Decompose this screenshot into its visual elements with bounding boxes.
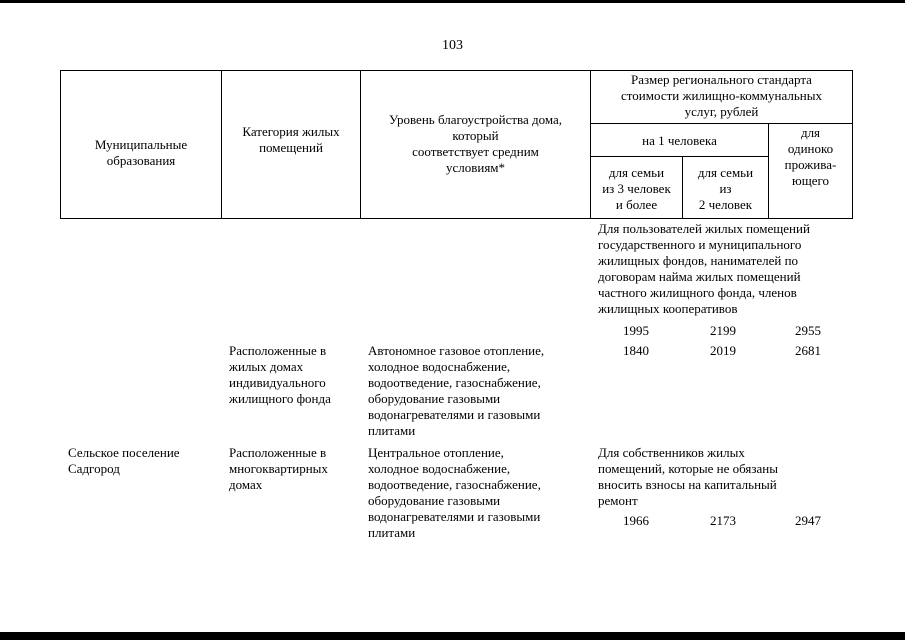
row2-value-family2: 2019	[710, 343, 736, 358]
header-single: для одиноко прожива- ющего	[784, 125, 837, 188]
row3-value-family2: 2173	[710, 513, 736, 528]
per-person-sub-border	[590, 156, 768, 157]
row2-category: Расположенные в жилых домах индивидуального жилищного фонда	[229, 343, 331, 406]
col-divider-4	[682, 156, 683, 219]
row1-value-single: 2955	[795, 323, 821, 338]
section-note-tenants: Для пользователей жилых помещений государственного и муниципального жилищных фондов, нанимателей по договорам найма жилых помещений частного жилищного фонда, членов жилищных кооперативов	[598, 221, 810, 316]
row3-level: Центральное отопление, холодное водоснабжение, водоотведение, газоснабжение, оборудование газовыми водонагревателями и газовыми плитами	[368, 445, 541, 540]
section-note-owners: Для собственников жилых помещений, которые не обязаны вносить взносы на капитальный ремонт	[598, 445, 778, 508]
col-divider-3	[590, 70, 591, 219]
row2-value-single: 2681	[795, 343, 821, 358]
header-per-person: на 1 человека	[642, 133, 717, 148]
row1-value-family3: 1995	[623, 323, 649, 338]
table-left-border	[60, 70, 61, 219]
col-divider-5	[768, 123, 769, 219]
col-divider-2	[360, 70, 361, 219]
table-top-border	[60, 70, 853, 71]
row3-value-single: 2947	[795, 513, 821, 528]
header-standard: Размер регионального стандарта стоимости жилищно-коммунальных услуг, рублей	[621, 72, 822, 119]
header-municipality: Муниципальные образования	[94, 137, 188, 168]
row2-value-family3: 1840	[623, 343, 649, 358]
bottom-rule	[0, 632, 905, 640]
row3-category: Расположенные в многоквартирных домах	[229, 445, 328, 492]
row3-value-family3: 1966	[623, 513, 649, 528]
row1-value-family2: 2199	[710, 323, 736, 338]
table-right-border	[852, 70, 853, 219]
row2-level: Автономное газовое отопление, холодное водоснабжение, водоотведение, газоснабжение, оборудование газовыми водонагревателями и газовыми плитами	[368, 343, 545, 438]
header-bottom-border	[60, 218, 853, 219]
page-number: 103	[442, 38, 463, 53]
top-rule	[0, 0, 905, 3]
standard-sub-border	[590, 123, 853, 124]
header-family2: для семьи из 2 человек	[697, 165, 754, 212]
header-category: Категория жилых помещений	[242, 124, 340, 155]
header-level: Уровень благоустройства дома, который соответствует средним условиям*	[388, 112, 563, 175]
col-divider-1	[221, 70, 222, 219]
header-family3: для семьи из 3 человек и более	[602, 165, 671, 212]
row3-municipality: Сельское поселение Садгород	[68, 445, 180, 476]
